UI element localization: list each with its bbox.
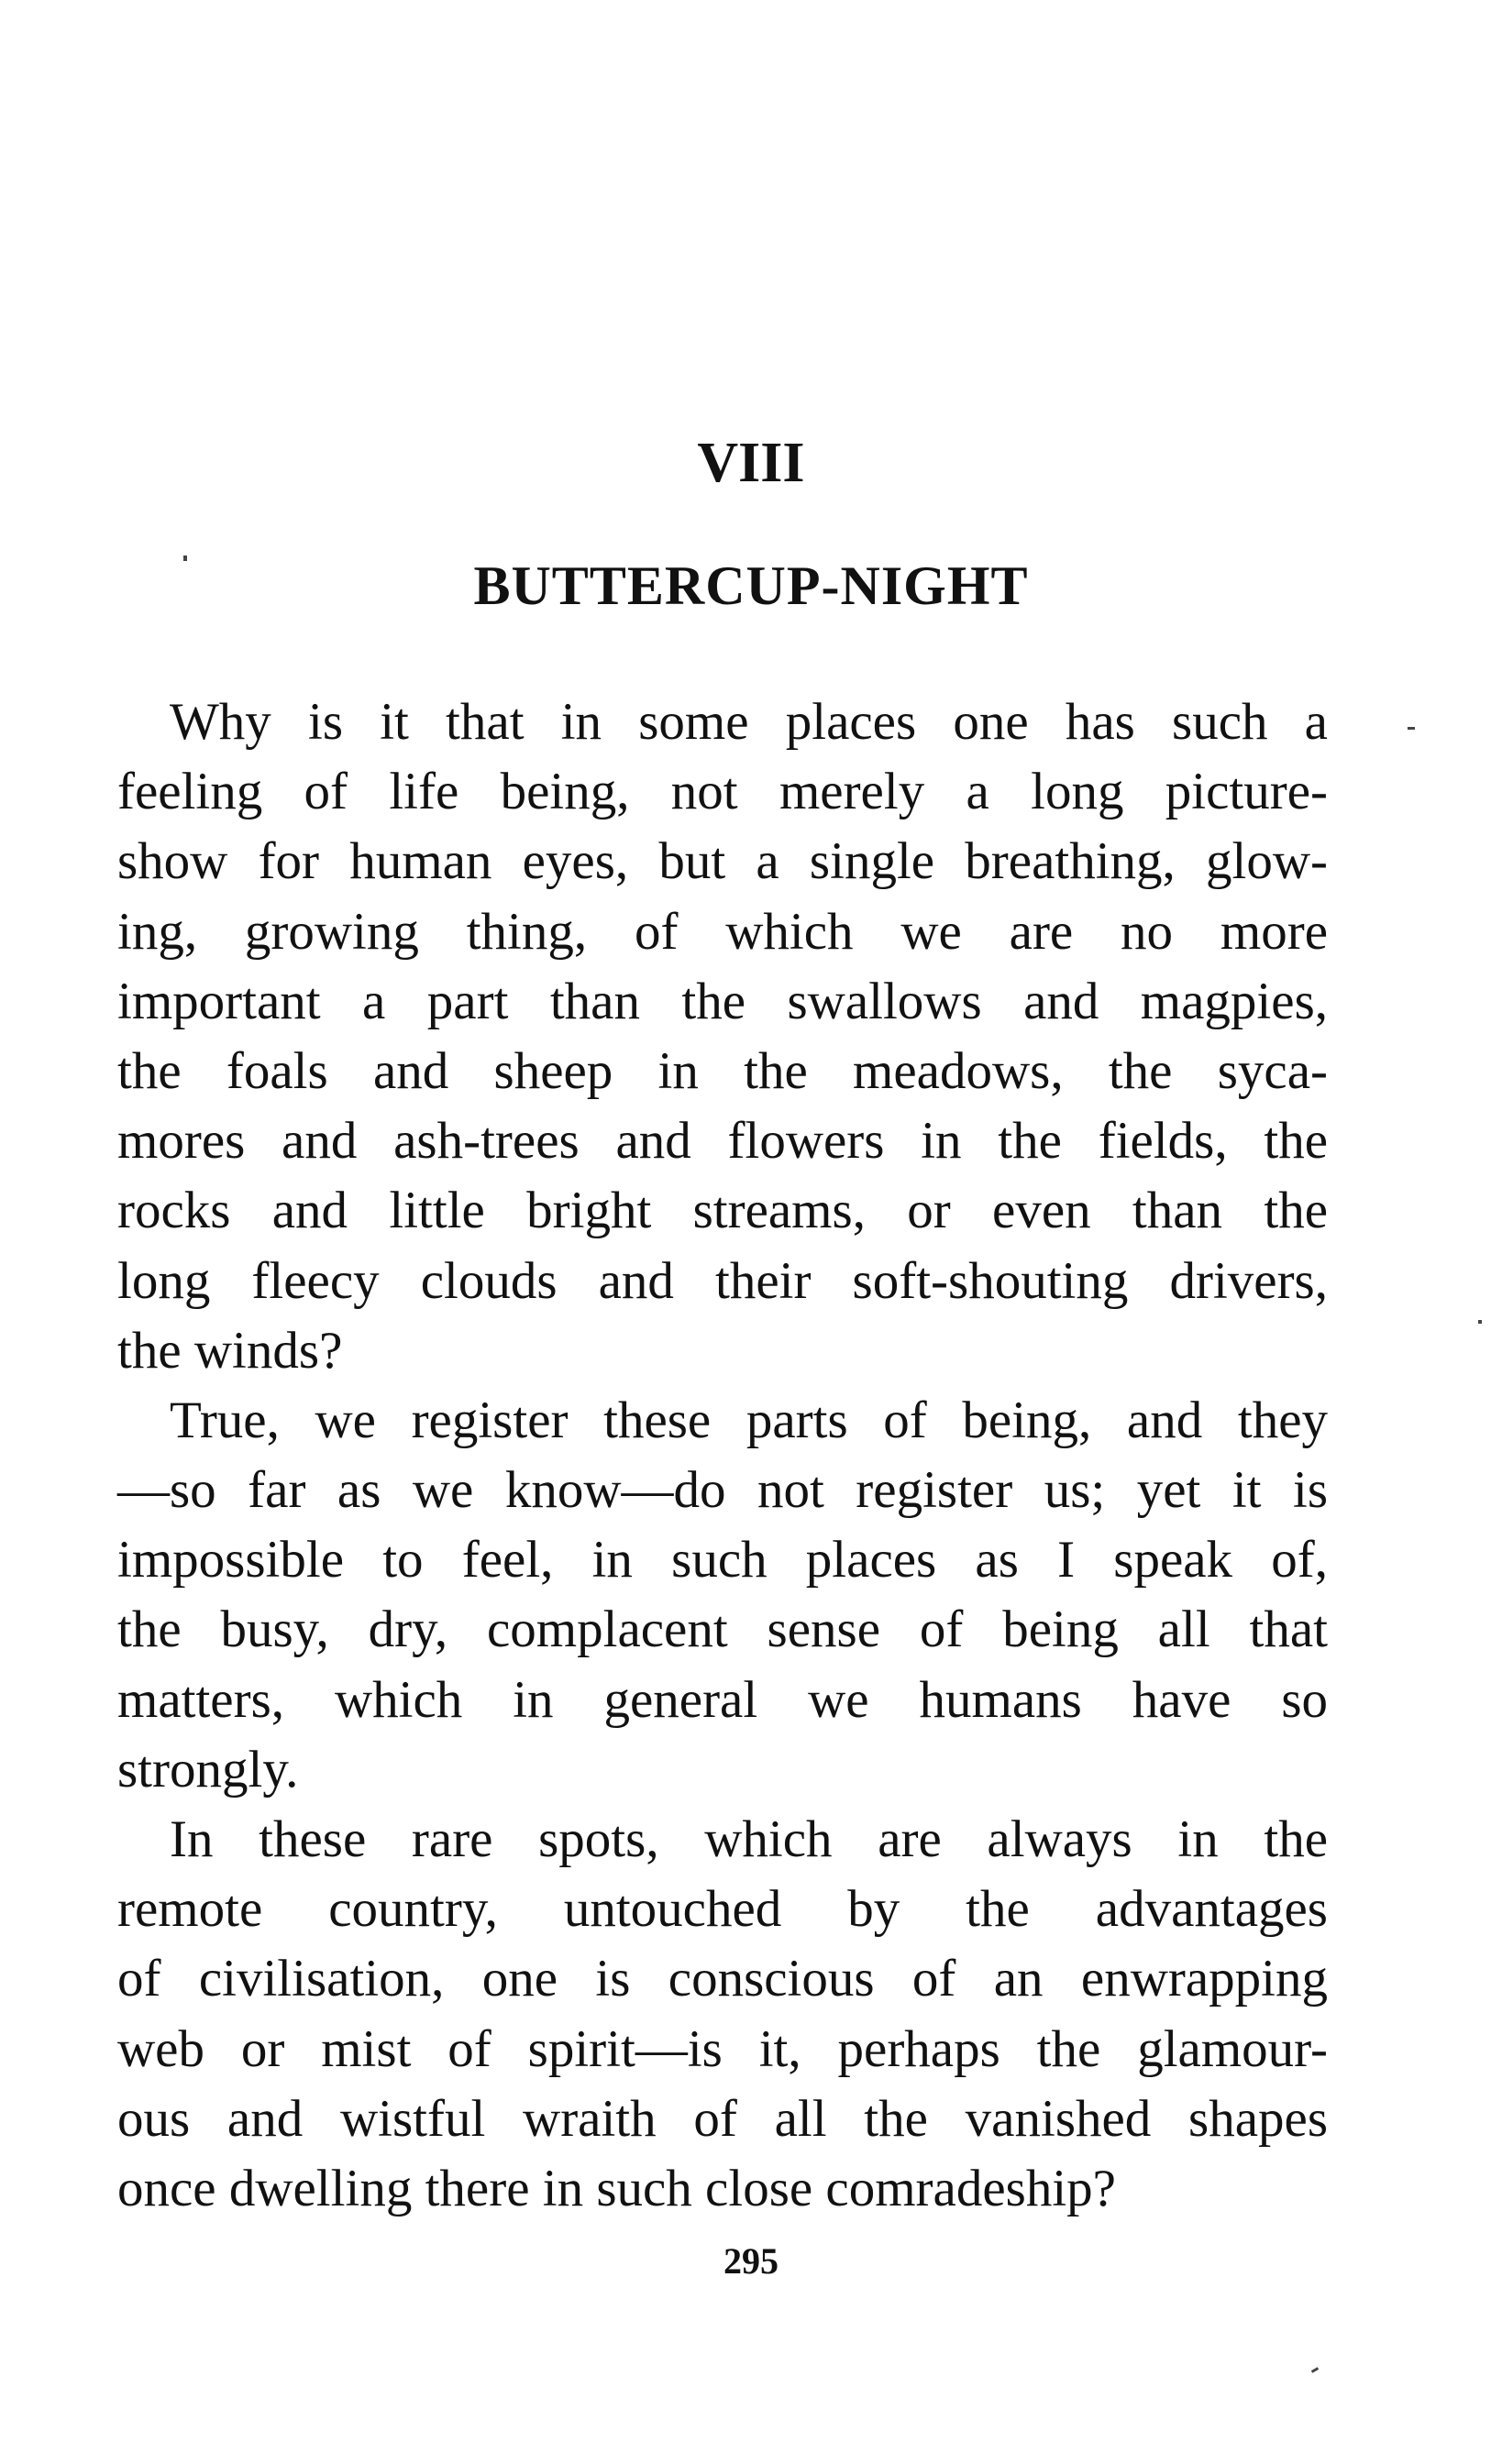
text-line: True, we register these parts of being, and they [170, 1391, 1328, 1449]
text-line: mores and ash-trees and flowers in the fields, the [117, 1112, 1328, 1171]
text-line: important a part than the swallows and magpies, [117, 972, 1328, 1030]
chapter-title: BUTTERCUP-NIGHT [473, 556, 1029, 616]
text-line: the busy, dry, complacent sense of being all that [117, 1600, 1328, 1659]
text-line: once dwelling there in such close comradeship? [117, 2159, 1116, 2217]
text-line: show for human eyes, but a single breathing, glow- [117, 832, 1328, 891]
page-number: 295 [723, 2240, 779, 2282]
text-line: of civilisation, one is conscious of an enwrapping [117, 1950, 1328, 2008]
scan-speck [1478, 1320, 1482, 1324]
text-line: ous and wistful wraith of all the vanished shapes [117, 2089, 1328, 2148]
text-line: Why is it that in some places one has such a [170, 693, 1328, 751]
text-line: long fleecy clouds and their soft-shouting drivers, [117, 1251, 1328, 1310]
chapter-number: VIII [697, 432, 805, 494]
text-line: remote country, untouched by the advantages [117, 1880, 1328, 1939]
text-line: In these rare spots, which are always in the [170, 1810, 1328, 1868]
text-line: the winds? [117, 1321, 343, 1380]
text-line: —so far as we know—do not register us; yet it is [117, 1461, 1328, 1520]
scan-speck [183, 556, 187, 561]
text-line: impossible to feel, in such places as I speak of, [117, 1531, 1328, 1590]
body-text [117, 688, 1328, 2224]
text-line: strongly. [117, 1740, 299, 1798]
text-line: web or mist of spirit—is it, perhaps the glamour- [117, 2019, 1328, 2078]
text-line: matters, which in general we humans have so [117, 1670, 1328, 1729]
scan-speck [1408, 727, 1415, 730]
text-line: the foals and sheep in the meadows, the syca- [117, 1041, 1328, 1100]
text-line: feeling of life being, not merely a long picture- [117, 763, 1328, 821]
text-line: rocks and little bright streams, or even than the [117, 1182, 1328, 1240]
scan-speck [1311, 2367, 1319, 2373]
text-line: ing, growing thing, of which we are no more [117, 902, 1328, 961]
